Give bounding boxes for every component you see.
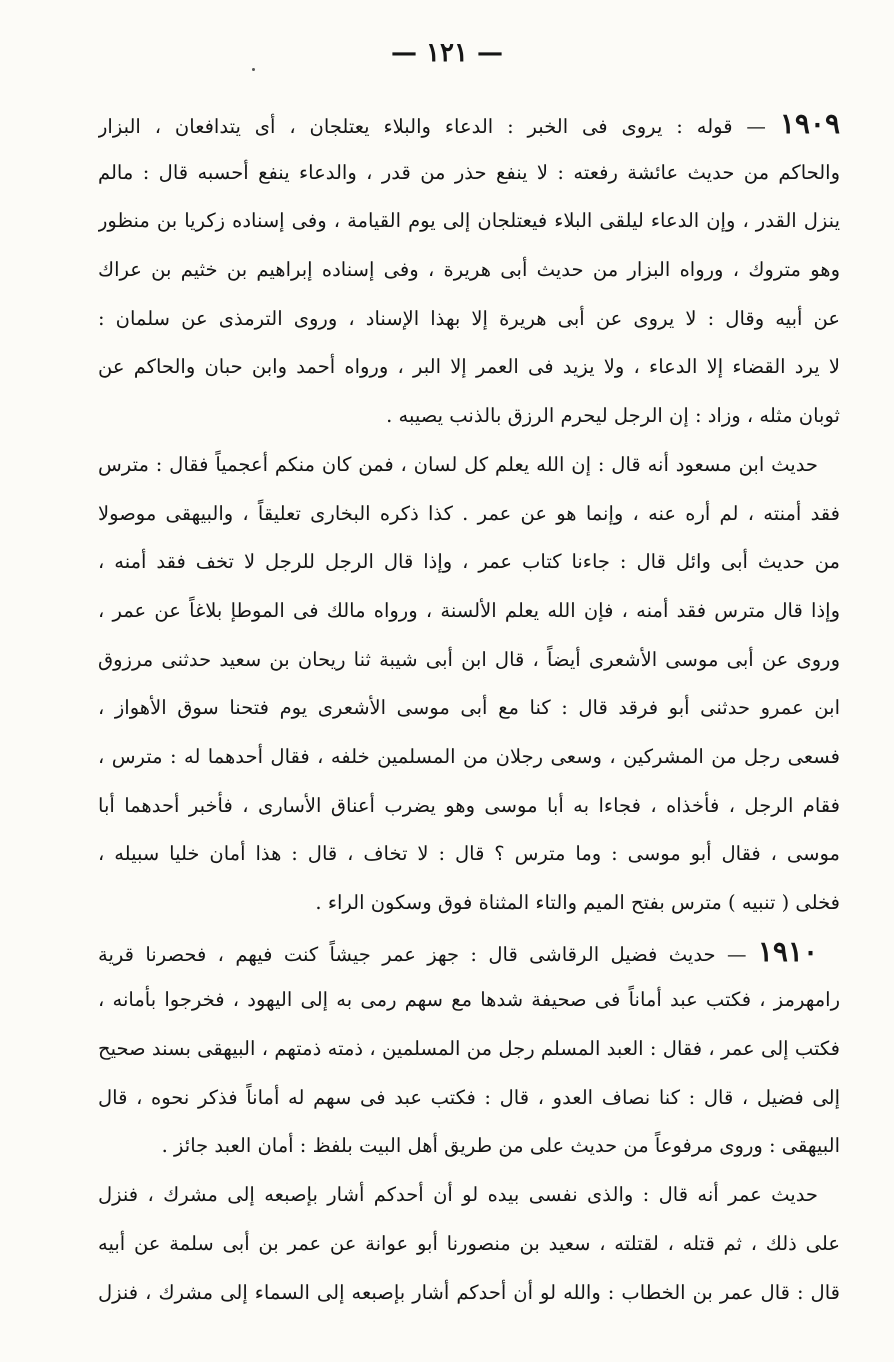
text-line: وهو متروك ، ورواه البزار من حديث أبى هريرة ، وفى إسناده إبراهيم بن خثيم بن عراك (98, 258, 840, 282)
text-line: فقام الرجل ، فأخذاه ، فجاءا به أبا موسى وهو يضرب أعناق الأسارى ، فأخبر أحدهما أبا (98, 793, 840, 817)
text-line: ينزل القدر ، وإن الدعاء ليلقى البلاء فيعتلجان إلى يوم القيامة ، وفى إسناده زكريا بن منظور (98, 209, 840, 233)
text-line: موسى ، فقال أبو موسى : وما مترس ؟ قال : لا تخاف ، قال : هذا أمان خليا سبيله ، (98, 842, 840, 866)
text-line: عن أبيه وقال : لا يروى عن أبى هريرة إلا بهذا الإسناد ، وروى الترمذى عن سلمان : (98, 306, 840, 330)
text-line: رامهرمز ، فكتب عبد أماناً فى صحيفة شدها مع سهم رمى به إلى اليهود ، فخرجوا بأمانه ، (98, 988, 840, 1012)
text-line: ١٩١٠ — حديث فضيل الرقاشى قال : جهز عمر جيشاً كنت فيهم ، فحصرنا قرية (98, 934, 818, 968)
text-line: وروى عن أبى موسى الأشعرى أيضاً ، قال ابن أبى شيبة ثنا ريحان بن سعيد حدثنى مرزوق (98, 647, 840, 671)
entry-number: ١٩١٠ (757, 934, 818, 968)
page-number: — ١٢١ — (390, 38, 504, 68)
text-line: على ذلك ، ثم قتله ، لقتلته ، سعيد بن منصورنا أبو عوانة عن عمر بن أبى سلمة عن أبيه (98, 1231, 840, 1255)
text-line: فسعى رجل من المشركين ، وسعى رجلان من المسلمين خلفه ، فقال أحدهما له : مترس ، (98, 744, 840, 768)
entry-number: ١٩٠٩ (779, 107, 840, 140)
text-line: حديث عمر أنه قال : والذى نفسى بيده لو أن أحدكم أشار بإصبعه إلى مشرك ، فنزل (98, 1183, 818, 1207)
text-line: ثوبان مثله ، وزاد : إن الرجل ليحرم الرزق بالذنب يصيبه . (386, 404, 840, 428)
page-body (98, 100, 840, 1317)
text-line: وإذا قال مترس فقد أمنه ، فإن الله يعلم الألسنة ، ورواه مالك فى الموطإ بلاغاً عن عمر ، (98, 598, 840, 622)
text-line: ١٩٠٩ — قوله : يروى فى الخبر : الدعاء والبلاء يعتلجان ، أى يتدافعان ، البزار (98, 107, 840, 140)
text-line: لا يرد القضاء إلا الدعاء ، ولا يزيد فى العمر إلا البر ، ورواه أحمد وابن حبان والحاكم عن (98, 355, 840, 379)
text-line: من حديث أبى وائل قال : جاءنا كتاب عمر ، وإذا قال الرجل للرجل لا تخف فقد أمنه ، (98, 550, 840, 574)
text-line: قال : قال عمر بن الخطاب : والله لو أن أحدكم أشار بإصبعه إلى السماء إلى مشرك ، فنزل (98, 1280, 840, 1304)
text-line: فخلى ( تنبيه ) مترس بفتح الميم والتاء المثناة فوق وسكون الراء . (315, 891, 840, 914)
text-line: حديث ابن مسعود أنه قال : إن الله يعلم كل لسان ، فمن كان منكم أعجمياً فقال : مترس (98, 452, 818, 476)
text-line: فقد أمنته ، لم أره عنه ، وإنما هو عن عمر . كذا ذكره البخارى تعليقاً ، والبيهقى موصولا (98, 501, 840, 525)
ink-speck (252, 68, 255, 71)
text-line: إلى فضيل ، قال : كنا نصاف العدو ، قال : فكتب عبد فى سهم له أماناً فذكر نحوه ، قال (98, 1085, 840, 1109)
text-line: البيهقى : وروى مرفوعاً من حديث على من طريق أهل البيت بلفظ : أمان العبد جائز . (161, 1134, 840, 1158)
text-line: والحاكم من حديث عائشة رفعته : لا ينفع حذر من قدر ، والدعاء ينفع أحسبه قال : مالم (98, 160, 840, 184)
text-line: ابن عمرو حدثنى أبو فرقد قال : كنا مع أبى موسى الأشعرى يوم فتحنا سوق الأهواز ، (98, 696, 840, 720)
text-line: فكتب إلى عمر ، فقال : العبد المسلم رجل من المسلمين ، ذمته ذمتهم ، البيهقى بسند صحيح (98, 1037, 840, 1061)
